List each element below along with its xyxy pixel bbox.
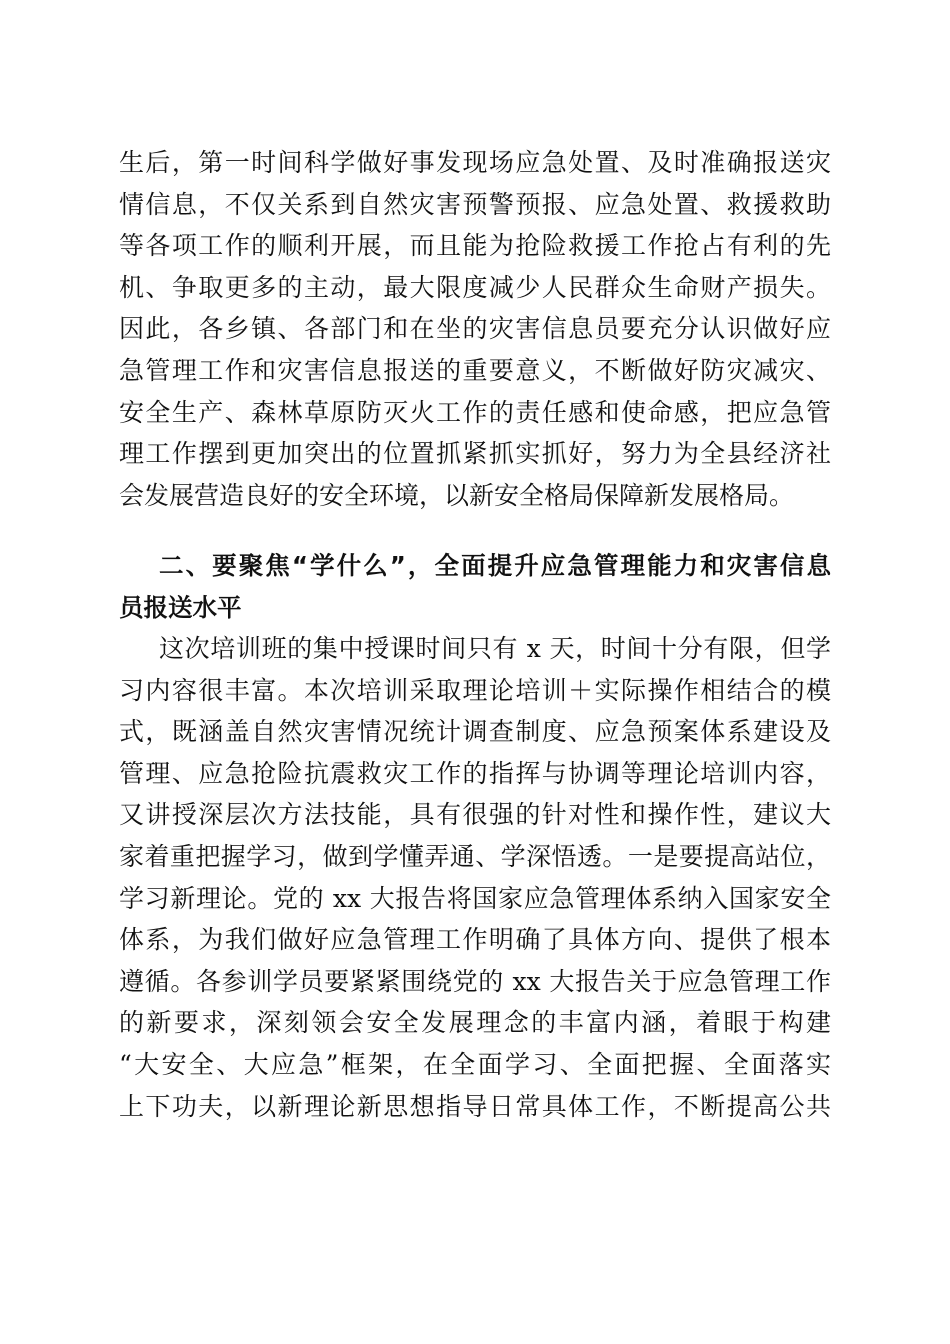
paragraph-line: 学习新理论。党的 xx 大报告将国家应急管理体系纳入国家安全: [119, 883, 831, 913]
section-heading-2: [119, 545, 831, 628]
paragraph-line: 机、争取更多的主动，最大限度减少人民群众生命财产损失。: [119, 272, 831, 302]
heading-line: 员报送水平: [119, 592, 242, 622]
paragraph-line: 因此，各乡镇、各部门和在坐的灾害信息员要充分认识做好应: [119, 314, 831, 344]
heading-line: 二、要聚焦“学什么”，全面提升应急管理能力和灾害信息: [159, 551, 831, 580]
paragraph-line: 情信息，不仅关系到自然灾害预警预报、应急处置、救援救助: [119, 189, 831, 219]
paragraph-line: 急管理工作和灾害信息报送的重要意义，不断做好防灾减灾、: [119, 355, 831, 385]
paragraph-line: 的新要求，深刻领会安全发展理念的丰富内涵，着眼于构建: [119, 1008, 831, 1038]
paragraph-line: 会发展营造良好的安全环境，以新安全格局保障新发展格局。: [119, 480, 795, 510]
paragraph-line: 管理、应急抢险抗震救灾工作的指挥与协调等理论培训内容，: [119, 758, 831, 788]
paragraph-2: [119, 628, 831, 1127]
paragraph-line: 等各项工作的顺利开展，而且能为抢险救援工作抢占有利的先: [119, 231, 831, 261]
paragraph-line: 遵循。各参训学员要紧紧围绕党的 xx 大报告关于应急管理工作: [119, 966, 831, 996]
paragraph-line: 习内容很丰富。本次培训采取理论培训＋实际操作相结合的模: [119, 675, 831, 705]
paragraph-1: [119, 142, 831, 516]
paragraph-line: 安全生产、森林草原防灭火工作的责任感和使命感，把应急管: [119, 397, 831, 427]
paragraph-line: 又讲授深层次方法技能，具有很强的针对性和操作性，建议大: [119, 800, 831, 830]
paragraph-line: 这次培训班的集中授课时间只有 x 天，时间十分有限，但学: [159, 634, 831, 663]
paragraph-line: 式，既涵盖自然灾害情况统计调查制度、应急预案体系建设及: [119, 717, 831, 747]
paragraph-line: 生后，第一时间科学做好事发现场应急处置、及时准确报送灾: [119, 148, 831, 177]
paragraph-line: 体系，为我们做好应急管理工作明确了具体方向、提供了根本: [119, 925, 831, 955]
paragraph-line: 上下功夫，以新理论新思想指导日常具体工作，不断提高公共: [119, 1091, 831, 1121]
paragraph-line: 家着重把握学习，做到学懂弄通、学深悟透。一是要提高站位，: [119, 841, 831, 871]
paragraph-line: 理工作摆到更加突出的位置抓紧抓实抓好，努力为全县经济社: [119, 439, 831, 469]
paragraph-line: “大安全、大应急”框架，在全面学习、全面把握、全面落实: [119, 1049, 831, 1079]
